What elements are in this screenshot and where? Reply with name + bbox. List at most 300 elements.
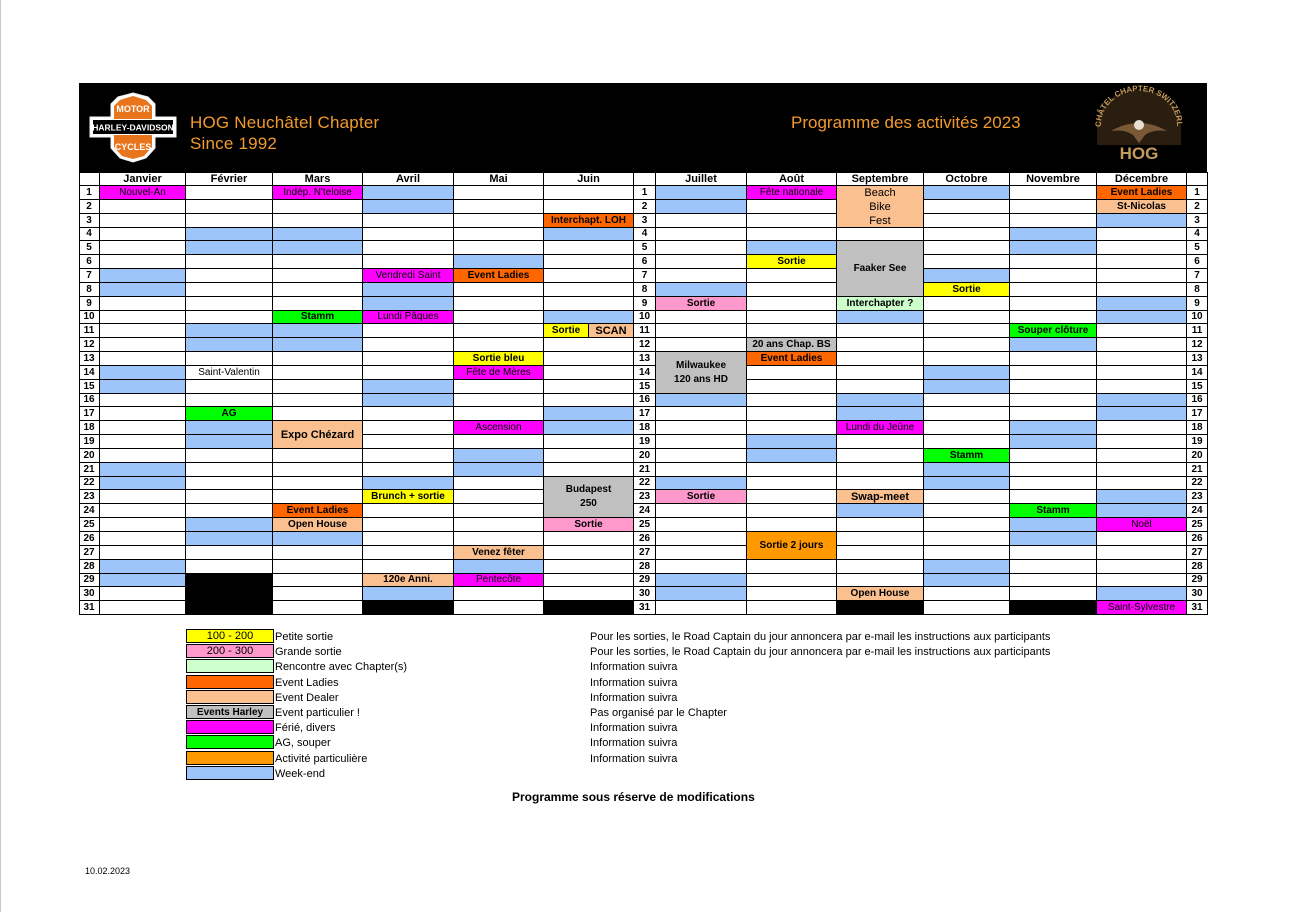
day-cell[interactable] — [837, 324, 924, 338]
day-cell[interactable] — [656, 200, 747, 214]
day-cell[interactable] — [273, 449, 363, 463]
day-cell[interactable] — [656, 449, 747, 463]
day-cell[interactable] — [924, 214, 1010, 228]
day-cell[interactable] — [273, 477, 363, 490]
day-cell[interactable] — [544, 587, 634, 601]
day-cell[interactable] — [1010, 477, 1097, 490]
event-cell[interactable] — [544, 477, 634, 518]
day-cell[interactable] — [100, 532, 186, 546]
day-cell[interactable] — [656, 587, 747, 601]
day-cell[interactable] — [186, 518, 273, 532]
day-cell[interactable] — [656, 394, 747, 407]
day-cell[interactable] — [273, 546, 363, 560]
day-cell[interactable] — [924, 587, 1010, 601]
event-cell[interactable]: Ascension — [454, 421, 544, 435]
day-cell[interactable] — [100, 449, 186, 463]
day-cell[interactable] — [837, 435, 924, 449]
day-cell[interactable] — [747, 407, 837, 421]
day-cell[interactable] — [544, 352, 634, 366]
day-cell[interactable] — [186, 324, 273, 338]
day-cell[interactable] — [454, 228, 544, 241]
day-cell[interactable] — [656, 518, 747, 532]
day-cell[interactable] — [186, 560, 273, 574]
day-cell[interactable] — [656, 186, 747, 200]
day-cell[interactable] — [454, 560, 544, 574]
event-cell[interactable]: SCAN — [589, 324, 634, 338]
day-cell[interactable] — [837, 504, 924, 518]
day-cell[interactable] — [924, 200, 1010, 214]
day-cell[interactable] — [100, 228, 186, 241]
day-cell[interactable] — [747, 311, 837, 324]
day-cell[interactable] — [363, 587, 454, 601]
day-cell[interactable] — [186, 311, 273, 324]
day-cell[interactable] — [363, 421, 454, 435]
event-cell[interactable]: Sortie — [747, 255, 837, 269]
day-cell[interactable] — [186, 200, 273, 214]
day-cell[interactable] — [747, 421, 837, 435]
day-cell[interactable] — [747, 228, 837, 241]
day-cell[interactable] — [1097, 407, 1187, 421]
day-cell[interactable] — [100, 477, 186, 490]
day-cell[interactable] — [656, 601, 747, 615]
day-cell[interactable] — [454, 449, 544, 463]
day-cell[interactable] — [100, 587, 186, 601]
day-cell[interactable] — [1010, 311, 1097, 324]
day-cell[interactable] — [454, 200, 544, 214]
event-cell[interactable]: St-Nicolas — [1097, 200, 1187, 214]
day-cell[interactable] — [924, 241, 1010, 255]
day-cell[interactable] — [747, 214, 837, 228]
day-cell[interactable] — [924, 255, 1010, 269]
day-cell[interactable] — [100, 366, 186, 380]
day-cell[interactable] — [544, 532, 634, 546]
day-cell[interactable] — [656, 546, 747, 560]
day-cell[interactable] — [1097, 574, 1187, 587]
day-cell[interactable] — [273, 255, 363, 269]
event-cell[interactable]: Saint-Sylvestre — [1097, 601, 1187, 615]
day-cell[interactable] — [100, 574, 186, 587]
day-cell[interactable] — [837, 463, 924, 477]
day-cell[interactable] — [747, 601, 837, 615]
day-cell[interactable] — [544, 366, 634, 380]
day-cell[interactable] — [186, 283, 273, 297]
day-cell[interactable] — [363, 463, 454, 477]
event-cell[interactable]: Interchapt. LOH — [544, 214, 634, 228]
day-cell[interactable] — [454, 380, 544, 394]
day-cell[interactable] — [273, 463, 363, 477]
day-cell[interactable] — [100, 435, 186, 449]
day-cell[interactable] — [544, 228, 634, 241]
day-cell[interactable] — [1010, 518, 1097, 532]
event-cell[interactable]: Souper clôture — [1010, 324, 1097, 338]
day-cell[interactable] — [454, 601, 544, 615]
day-cell[interactable] — [656, 560, 747, 574]
day-cell[interactable] — [454, 477, 544, 490]
day-cell[interactable] — [837, 477, 924, 490]
event-cell[interactable]: Nouvel-An — [100, 186, 186, 200]
day-cell[interactable] — [273, 560, 363, 574]
day-cell[interactable] — [454, 255, 544, 269]
day-cell[interactable] — [1097, 311, 1187, 324]
day-cell[interactable] — [273, 380, 363, 394]
day-cell[interactable] — [363, 380, 454, 394]
day-cell[interactable] — [363, 200, 454, 214]
event-cell[interactable]: Interchapter ? — [837, 297, 924, 311]
day-cell[interactable] — [656, 311, 747, 324]
day-cell[interactable] — [186, 380, 273, 394]
day-cell[interactable] — [273, 269, 363, 283]
day-cell[interactable] — [1010, 407, 1097, 421]
day-cell[interactable] — [186, 449, 273, 463]
day-cell[interactable] — [186, 269, 273, 283]
event-cell[interactable]: Open House — [273, 518, 363, 532]
day-cell[interactable] — [747, 297, 837, 311]
day-cell[interactable] — [273, 490, 363, 504]
day-cell[interactable] — [1097, 394, 1187, 407]
day-cell[interactable] — [454, 587, 544, 601]
day-cell[interactable] — [1010, 380, 1097, 394]
day-cell[interactable] — [924, 435, 1010, 449]
day-cell[interactable] — [1097, 546, 1187, 560]
day-cell[interactable] — [100, 504, 186, 518]
day-cell[interactable] — [363, 546, 454, 560]
day-cell[interactable] — [363, 214, 454, 228]
day-cell[interactable] — [363, 352, 454, 366]
day-cell[interactable] — [656, 214, 747, 228]
day-cell[interactable] — [544, 269, 634, 283]
day-cell[interactable] — [1010, 463, 1097, 477]
day-cell[interactable] — [454, 241, 544, 255]
day-cell[interactable] — [837, 407, 924, 421]
day-cell[interactable] — [837, 518, 924, 532]
day-cell[interactable] — [186, 435, 273, 449]
event-cell[interactable]: Open House — [837, 587, 924, 601]
day-cell[interactable] — [1097, 214, 1187, 228]
day-cell[interactable] — [837, 546, 924, 560]
day-cell[interactable] — [656, 241, 747, 255]
day-cell[interactable] — [1010, 352, 1097, 366]
day-cell[interactable] — [186, 338, 273, 352]
day-cell[interactable] — [924, 297, 1010, 311]
day-cell[interactable] — [656, 283, 747, 297]
day-cell[interactable] — [544, 283, 634, 297]
event-cell[interactable]: Stamm — [1010, 504, 1097, 518]
day-cell[interactable] — [186, 532, 273, 546]
day-cell[interactable] — [273, 214, 363, 228]
day-cell[interactable] — [544, 241, 634, 255]
day-cell[interactable] — [1097, 366, 1187, 380]
day-cell[interactable] — [1097, 532, 1187, 546]
day-cell[interactable] — [186, 297, 273, 311]
day-cell[interactable] — [1010, 214, 1097, 228]
day-cell[interactable] — [1097, 449, 1187, 463]
day-cell[interactable] — [100, 407, 186, 421]
day-cell[interactable] — [186, 490, 273, 504]
day-cell[interactable] — [363, 504, 454, 518]
day-cell[interactable] — [1097, 297, 1187, 311]
day-cell[interactable] — [656, 435, 747, 449]
day-cell[interactable] — [1010, 241, 1097, 255]
day-cell[interactable] — [1010, 366, 1097, 380]
event-cell[interactable]: Indép. N'teloise — [273, 186, 363, 200]
day-cell[interactable] — [100, 324, 186, 338]
day-cell[interactable] — [1097, 241, 1187, 255]
day-cell[interactable] — [186, 394, 273, 407]
day-cell[interactable] — [273, 200, 363, 214]
day-cell[interactable] — [1097, 435, 1187, 449]
day-cell[interactable] — [924, 394, 1010, 407]
day-cell[interactable] — [363, 560, 454, 574]
day-cell[interactable] — [747, 587, 837, 601]
day-cell[interactable] — [656, 574, 747, 587]
event-cell[interactable] — [837, 186, 924, 228]
day-cell[interactable] — [1097, 421, 1187, 435]
day-cell[interactable] — [656, 421, 747, 435]
day-cell[interactable] — [454, 518, 544, 532]
event-cell[interactable]: Pentecôte — [454, 574, 544, 587]
event-cell[interactable]: Event Ladies — [454, 269, 544, 283]
day-cell[interactable] — [100, 200, 186, 214]
day-cell[interactable] — [1097, 283, 1187, 297]
day-cell[interactable] — [186, 241, 273, 255]
day-cell[interactable] — [924, 546, 1010, 560]
day-cell[interactable] — [100, 214, 186, 228]
day-cell[interactable] — [544, 394, 634, 407]
day-cell[interactable] — [747, 324, 837, 338]
day-cell[interactable] — [1010, 228, 1097, 241]
day-cell[interactable] — [656, 338, 747, 352]
event-cell[interactable]: Sortie — [924, 283, 1010, 297]
day-cell[interactable] — [363, 477, 454, 490]
event-cell[interactable] — [656, 352, 747, 394]
event-cell[interactable]: Stamm — [924, 449, 1010, 463]
event-cell[interactable]: Swap-meet — [837, 490, 924, 504]
day-cell[interactable] — [924, 490, 1010, 504]
day-cell[interactable] — [273, 366, 363, 380]
day-cell[interactable] — [454, 394, 544, 407]
day-cell[interactable] — [924, 324, 1010, 338]
day-cell[interactable] — [924, 518, 1010, 532]
day-cell[interactable] — [273, 532, 363, 546]
day-cell[interactable] — [1097, 324, 1187, 338]
day-cell[interactable] — [1010, 200, 1097, 214]
day-cell[interactable] — [1097, 352, 1187, 366]
event-cell[interactable]: Sortie — [544, 324, 589, 338]
day-cell[interactable] — [837, 380, 924, 394]
day-cell[interactable] — [186, 504, 273, 518]
day-cell[interactable] — [656, 255, 747, 269]
day-cell[interactable] — [363, 241, 454, 255]
day-cell[interactable] — [1010, 186, 1097, 200]
day-cell[interactable] — [544, 311, 634, 324]
day-cell[interactable] — [186, 546, 273, 560]
day-cell[interactable] — [100, 338, 186, 352]
day-cell[interactable] — [656, 463, 747, 477]
day-cell[interactable] — [544, 338, 634, 352]
day-cell[interactable] — [273, 283, 363, 297]
day-cell[interactable] — [100, 255, 186, 269]
day-cell[interactable] — [363, 255, 454, 269]
day-cell[interactable] — [1010, 546, 1097, 560]
day-cell[interactable] — [544, 560, 634, 574]
day-cell[interactable] — [454, 283, 544, 297]
day-cell[interactable] — [924, 601, 1010, 615]
day-cell[interactable] — [544, 407, 634, 421]
day-cell[interactable] — [100, 421, 186, 435]
day-cell[interactable] — [100, 311, 186, 324]
day-cell[interactable] — [363, 297, 454, 311]
day-cell[interactable] — [924, 311, 1010, 324]
day-cell[interactable] — [454, 311, 544, 324]
day-cell[interactable] — [100, 352, 186, 366]
day-cell[interactable] — [363, 407, 454, 421]
event-cell[interactable]: Venez fêter — [454, 546, 544, 560]
day-cell[interactable] — [100, 241, 186, 255]
day-cell[interactable] — [100, 463, 186, 477]
event-cell[interactable]: 20 ans Chap. BS — [747, 338, 837, 352]
event-cell[interactable]: Brunch + sortie — [363, 490, 454, 504]
day-cell[interactable] — [454, 338, 544, 352]
day-cell[interactable] — [747, 380, 837, 394]
day-cell[interactable] — [1010, 532, 1097, 546]
day-cell[interactable] — [656, 532, 747, 546]
day-cell[interactable] — [454, 324, 544, 338]
day-cell[interactable] — [924, 477, 1010, 490]
day-cell[interactable] — [656, 324, 747, 338]
day-cell[interactable] — [100, 518, 186, 532]
day-cell[interactable] — [273, 324, 363, 338]
day-cell[interactable] — [454, 532, 544, 546]
day-cell[interactable] — [544, 297, 634, 311]
day-cell[interactable] — [454, 407, 544, 421]
day-cell[interactable] — [363, 338, 454, 352]
day-cell[interactable] — [1010, 574, 1097, 587]
day-cell[interactable] — [186, 228, 273, 241]
day-cell[interactable] — [1097, 380, 1187, 394]
day-cell[interactable] — [656, 407, 747, 421]
day-cell[interactable] — [656, 228, 747, 241]
day-cell[interactable] — [837, 560, 924, 574]
day-cell[interactable] — [1010, 587, 1097, 601]
day-cell[interactable] — [273, 601, 363, 615]
day-cell[interactable] — [273, 297, 363, 311]
day-cell[interactable] — [747, 490, 837, 504]
event-cell[interactable]: 120e Anni. — [363, 574, 454, 587]
event-cell[interactable]: Lundi Pâques — [363, 311, 454, 324]
day-cell[interactable] — [837, 311, 924, 324]
day-cell[interactable] — [747, 435, 837, 449]
day-cell[interactable] — [1097, 560, 1187, 574]
day-cell[interactable] — [837, 574, 924, 587]
day-cell[interactable] — [1010, 490, 1097, 504]
event-cell[interactable]: Vendredi Saint — [363, 269, 454, 283]
day-cell[interactable] — [924, 560, 1010, 574]
day-cell[interactable] — [544, 546, 634, 560]
event-cell[interactable]: Lundi du Jeûne — [837, 421, 924, 435]
day-cell[interactable] — [544, 449, 634, 463]
day-cell[interactable] — [1097, 463, 1187, 477]
day-cell[interactable] — [747, 394, 837, 407]
day-cell[interactable] — [363, 324, 454, 338]
event-cell[interactable]: Fête de Mères — [454, 366, 544, 380]
day-cell[interactable] — [837, 352, 924, 366]
day-cell[interactable] — [924, 366, 1010, 380]
day-cell[interactable] — [544, 255, 634, 269]
day-cell[interactable] — [100, 283, 186, 297]
day-cell[interactable] — [100, 269, 186, 283]
day-cell[interactable] — [1097, 587, 1187, 601]
day-cell[interactable] — [1097, 228, 1187, 241]
event-cell[interactable]: Event Ladies — [273, 504, 363, 518]
day-cell[interactable] — [924, 269, 1010, 283]
event-cell[interactable]: Faaker See — [837, 241, 924, 297]
day-cell[interactable] — [924, 463, 1010, 477]
event-cell[interactable]: Noël — [1097, 518, 1187, 532]
day-cell[interactable] — [924, 504, 1010, 518]
day-cell[interactable] — [924, 338, 1010, 352]
day-cell[interactable] — [837, 228, 924, 241]
day-cell[interactable] — [656, 269, 747, 283]
day-cell[interactable] — [186, 463, 273, 477]
day-cell[interactable] — [747, 518, 837, 532]
event-cell[interactable]: Stamm — [273, 311, 363, 324]
day-cell[interactable] — [837, 532, 924, 546]
event-cell[interactable]: Event Ladies — [747, 352, 837, 366]
day-cell[interactable] — [837, 394, 924, 407]
day-cell[interactable] — [747, 283, 837, 297]
day-cell[interactable] — [454, 297, 544, 311]
day-cell[interactable] — [1097, 504, 1187, 518]
event-cell[interactable]: Sortie bleu — [454, 352, 544, 366]
day-cell[interactable] — [1010, 283, 1097, 297]
event-cell[interactable]: AG — [186, 407, 273, 421]
day-cell[interactable] — [924, 186, 1010, 200]
day-cell[interactable] — [924, 228, 1010, 241]
day-cell[interactable] — [1010, 269, 1097, 283]
day-cell[interactable] — [186, 477, 273, 490]
day-cell[interactable] — [186, 421, 273, 435]
day-cell[interactable] — [747, 200, 837, 214]
day-cell[interactable] — [186, 214, 273, 228]
day-cell[interactable] — [747, 269, 837, 283]
day-cell[interactable] — [656, 504, 747, 518]
day-cell[interactable] — [363, 435, 454, 449]
day-cell[interactable] — [273, 228, 363, 241]
event-cell[interactable]: Saint-Valentin — [186, 366, 273, 380]
day-cell[interactable] — [544, 380, 634, 394]
day-cell[interactable] — [363, 532, 454, 546]
day-cell[interactable] — [544, 200, 634, 214]
event-cell[interactable]: Sortie 2 jours — [747, 532, 837, 560]
day-cell[interactable] — [454, 214, 544, 228]
day-cell[interactable] — [100, 380, 186, 394]
day-cell[interactable] — [1010, 255, 1097, 269]
day-cell[interactable] — [544, 186, 634, 200]
day-cell[interactable] — [1097, 255, 1187, 269]
day-cell[interactable] — [100, 546, 186, 560]
day-cell[interactable] — [363, 186, 454, 200]
day-cell[interactable] — [363, 228, 454, 241]
day-cell[interactable] — [363, 366, 454, 380]
event-cell[interactable]: Fête nationale — [747, 186, 837, 200]
day-cell[interactable] — [924, 532, 1010, 546]
day-cell[interactable] — [1010, 560, 1097, 574]
day-cell[interactable] — [747, 477, 837, 490]
day-cell[interactable] — [1010, 435, 1097, 449]
day-cell[interactable] — [273, 241, 363, 255]
day-cell[interactable] — [747, 560, 837, 574]
day-cell[interactable] — [186, 352, 273, 366]
